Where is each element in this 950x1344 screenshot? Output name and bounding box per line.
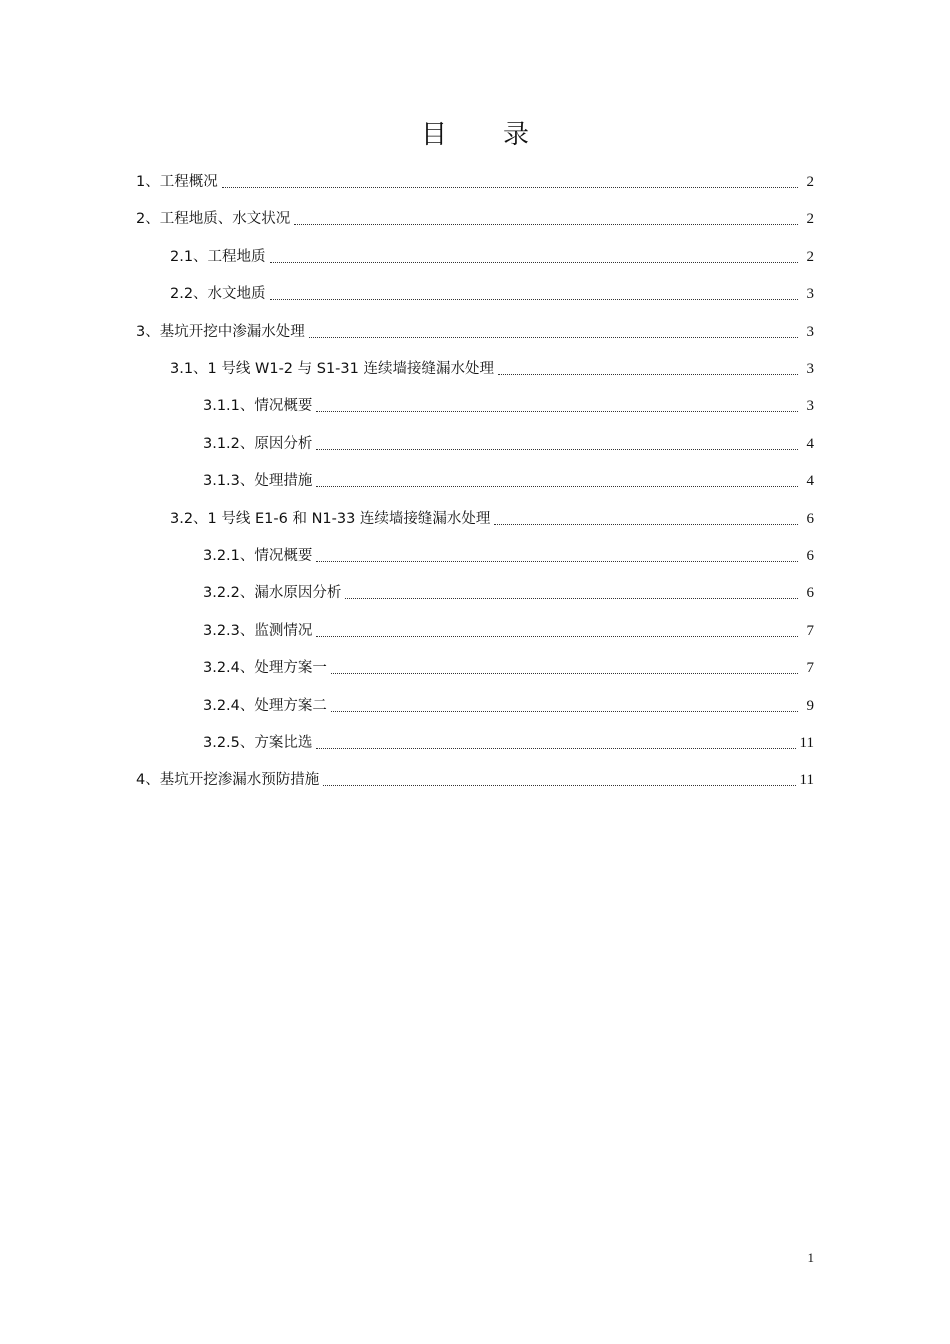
toc-entry-label: 3、基坑开挖中渗漏水处理	[136, 323, 305, 340]
toc-entry-page-number: 11	[799, 772, 814, 789]
toc-leader-dots	[316, 551, 798, 562]
toc-entry[interactable]	[203, 656, 814, 680]
toc-entry-label: 2、工程地质、水文状况	[136, 211, 291, 228]
toc-entry-label: 3.2、1 号线 E1-6 和 N1-33 连续墙接缝漏水处理	[170, 510, 491, 527]
toc-entry[interactable]	[170, 507, 814, 531]
toc-entry-page-number: 6	[806, 548, 814, 564]
toc-entry-label: 3.1、1 号线 W1-2 与 S1-31 连续墙接缝漏水处理	[170, 361, 494, 377]
toc-entry-label: 1、工程概况	[136, 174, 218, 190]
toc-entry-label: 4、基坑开挖渗漏水预防措施	[136, 772, 320, 789]
toc-entry-page-number: 6	[806, 585, 814, 602]
toc-entry-page-number: 3	[806, 286, 814, 303]
page-title-part1: 目	[420, 120, 447, 150]
toc-entry-page-number: 11	[799, 735, 814, 751]
page-title	[0, 114, 950, 151]
toc-leader-dots	[316, 476, 798, 487]
toc-leader-dots	[316, 401, 798, 412]
toc-leader-dots	[331, 663, 798, 674]
toc-entry-page-number: 6	[806, 510, 814, 527]
toc-entry[interactable]	[203, 394, 814, 418]
toc-entry[interactable]	[136, 320, 814, 344]
toc-entry[interactable]	[136, 170, 814, 194]
toc-entry[interactable]	[170, 282, 814, 306]
toc-leader-dots	[294, 214, 798, 225]
toc-leader-dots	[222, 177, 798, 188]
toc-entry-label: 3.2.1、情况概要	[203, 548, 313, 564]
toc-entry-page-number: 3	[806, 323, 814, 340]
toc-entry[interactable]	[203, 469, 814, 493]
toc-entry-page-number: 2	[806, 248, 814, 265]
toc-entry[interactable]	[203, 731, 814, 755]
toc-entry[interactable]	[203, 581, 814, 605]
toc-entry-page-number: 3	[806, 398, 814, 415]
toc-entry-label: 3.2.4、处理方案一	[203, 660, 327, 677]
toc-entry-page-number: 7	[806, 622, 814, 639]
toc-entry[interactable]	[203, 432, 814, 456]
toc-entry-page-number: 4	[806, 473, 814, 490]
toc-entry-label: 3.2.2、漏水原因分析	[203, 585, 342, 602]
toc-entry-page-number: 4	[806, 435, 814, 452]
toc-entry-label: 3.1.2、原因分析	[203, 435, 313, 452]
toc-entry-label: 2.1、工程地质	[170, 248, 266, 265]
toc-entry-label: 2.2、水文地质	[170, 286, 266, 303]
toc-entry[interactable]	[136, 768, 814, 792]
toc-entry[interactable]	[203, 619, 814, 643]
toc-entry[interactable]	[170, 245, 814, 269]
toc-leader-dots	[316, 738, 795, 749]
toc-leader-dots	[323, 775, 795, 786]
toc-entry[interactable]	[203, 544, 814, 568]
toc-entry[interactable]	[170, 357, 814, 381]
toc-entry[interactable]	[203, 694, 814, 718]
toc-entry-page-number: 3	[806, 361, 814, 377]
toc-leader-dots	[498, 364, 798, 375]
page-title-part2: 录	[503, 120, 530, 150]
toc-leader-dots	[270, 252, 798, 263]
toc-entry-label: 3.1.3、处理措施	[203, 473, 313, 490]
toc-leader-dots	[494, 514, 798, 525]
toc-entry-page-number: 9	[806, 697, 814, 714]
toc-leader-dots	[345, 588, 798, 599]
toc-entry-page-number: 2	[806, 174, 814, 190]
toc-leader-dots	[331, 701, 798, 712]
toc-entry-label: 3.2.5、方案比选	[203, 735, 313, 751]
toc-entry[interactable]	[136, 207, 814, 231]
toc-leader-dots	[316, 439, 798, 450]
toc-leader-dots	[316, 626, 798, 637]
toc-leader-dots	[270, 289, 798, 300]
page-number: 1	[807, 1250, 814, 1265]
toc-entry-page-number: 2	[806, 211, 814, 228]
toc-entry-label: 3.1.1、情况概要	[203, 398, 313, 415]
toc-entry-label: 3.2.3、监测情况	[203, 622, 313, 639]
toc-entry-page-number: 7	[806, 660, 814, 677]
toc-entry-label: 3.2.4、处理方案二	[203, 697, 327, 714]
toc-leader-dots	[309, 327, 798, 338]
